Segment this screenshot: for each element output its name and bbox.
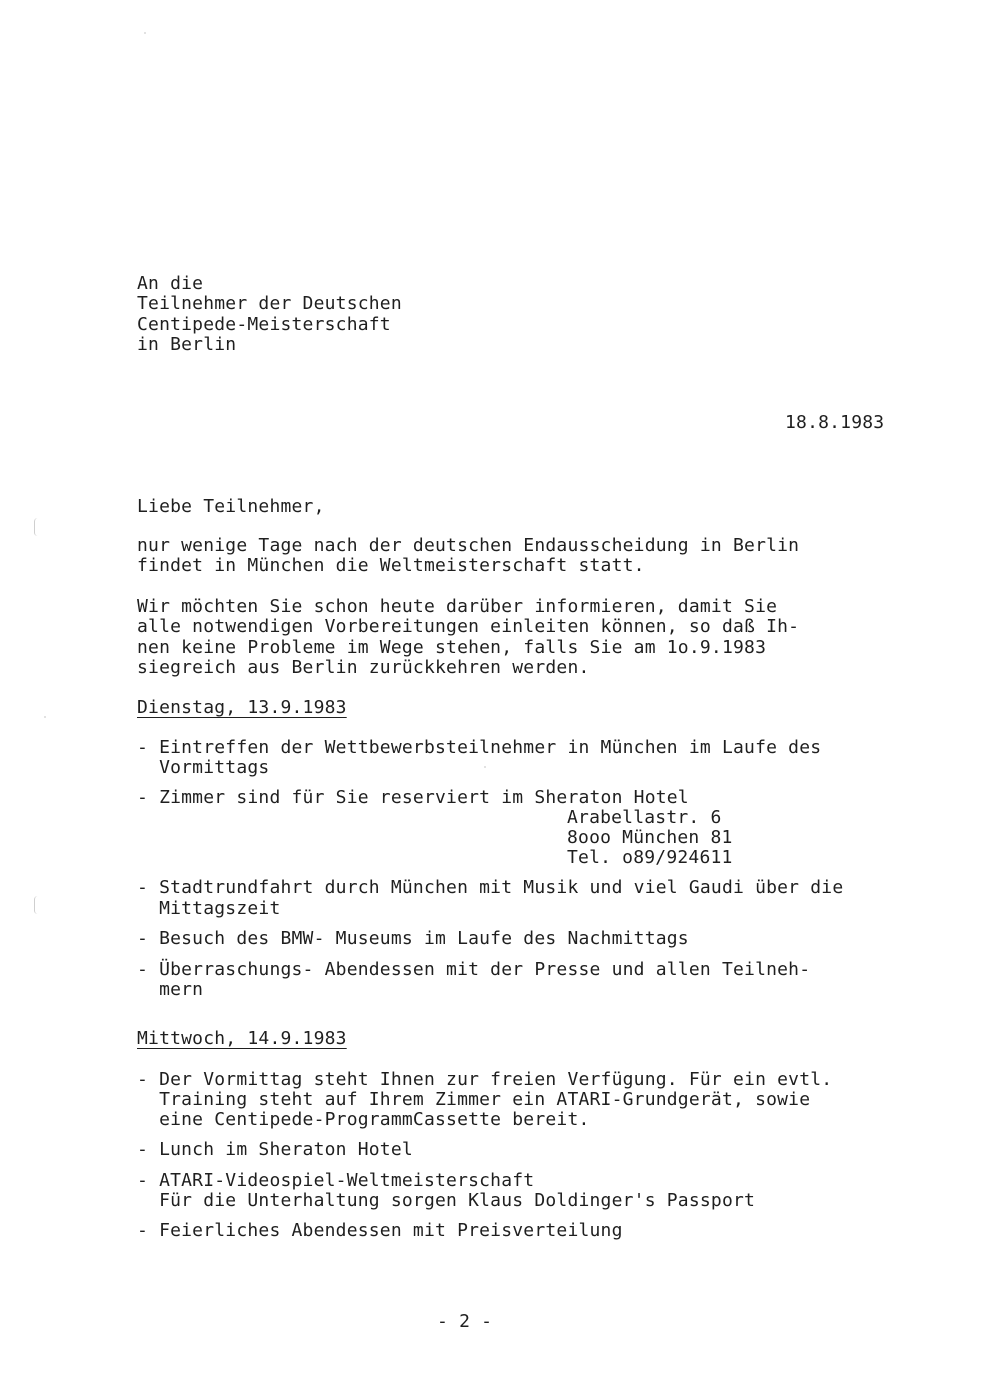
list-item-continuation: mern <box>137 979 204 1000</box>
scan-speck <box>144 32 146 34</box>
greeting: Liebe Teilnehmer, <box>137 496 325 517</box>
paragraph-line: Wir möchten Sie schon heute darüber informieren, damit Sie <box>137 596 778 617</box>
day1-heading: Dienstag, 13.9.1983 <box>137 697 347 718</box>
paragraph-line: siegreich aus Berlin zurückkehren werden. <box>137 657 590 678</box>
scan-mark <box>34 518 41 536</box>
paragraph-line: nen keine Probleme im Wege stehen, falls Sie am 1o.9.1983 <box>137 637 767 658</box>
recipient-line: An die <box>137 273 204 294</box>
list-item: - Stadtrundfahrt durch München mit Musik und viel Gaudi über die <box>137 877 844 898</box>
list-item: - ATARI-Videospiel-Weltmeisterschaft <box>137 1170 535 1191</box>
paragraph-line: alle notwendigen Vorbereitungen einleiten können, so daß Ih- <box>137 616 800 637</box>
recipient-line: Centipede-Meisterschaft <box>137 314 391 335</box>
paragraph-line: findet in München die Weltmeisterschaft statt. <box>137 555 645 576</box>
list-item: - Lunch im Sheraton Hotel <box>137 1139 413 1160</box>
list-item: - Zimmer sind für Sie reserviert im Sheraton Hotel <box>137 787 689 808</box>
scan-speck <box>44 716 46 718</box>
hotel-address-line: 8ooo München 81 <box>567 827 733 848</box>
recipient-line: Teilnehmer der Deutschen <box>137 293 402 314</box>
hotel-address-line: Arabellastr. 6 <box>567 807 722 828</box>
day2-heading: Mittwoch, 14.9.1983 <box>137 1028 347 1049</box>
paragraph-line: nur wenige Tage nach der deutschen Endausscheidung in Berlin <box>137 535 800 556</box>
list-item: - Überraschungs- Abendessen mit der Presse und allen Teilneh- <box>137 959 811 980</box>
scan-mark <box>34 896 41 914</box>
list-item: - Feierliches Abendessen mit Preisverteilung <box>137 1220 623 1241</box>
list-item: - Eintreffen der Wettbewerbsteilnehmer in München im Laufe des <box>137 737 822 758</box>
list-item: - Besuch des BMW- Museums im Laufe des Nachmittags <box>137 928 689 949</box>
page-number: - 2 - <box>437 1311 493 1332</box>
list-item-continuation: eine Centipede-ProgrammCassette bereit. <box>137 1109 590 1130</box>
list-item: - Der Vormittag steht Ihnen zur freien Verfügung. Für ein evtl. <box>137 1069 833 1090</box>
scan-speck <box>484 766 486 768</box>
list-item-continuation: Mittagszeit <box>137 898 281 919</box>
recipient-line: in Berlin <box>137 334 237 355</box>
list-item-continuation: Für die Unterhaltung sorgen Klaus Doldinger's Passport <box>137 1190 756 1211</box>
letter-date: 18.8.1983 <box>785 412 885 433</box>
list-item-continuation: Vormittags <box>137 757 270 778</box>
hotel-address-line: Tel. o89/924611 <box>567 847 733 868</box>
list-item-continuation: Training steht auf Ihrem Zimmer ein ATARI-Grundgerät, sowie <box>137 1089 811 1110</box>
